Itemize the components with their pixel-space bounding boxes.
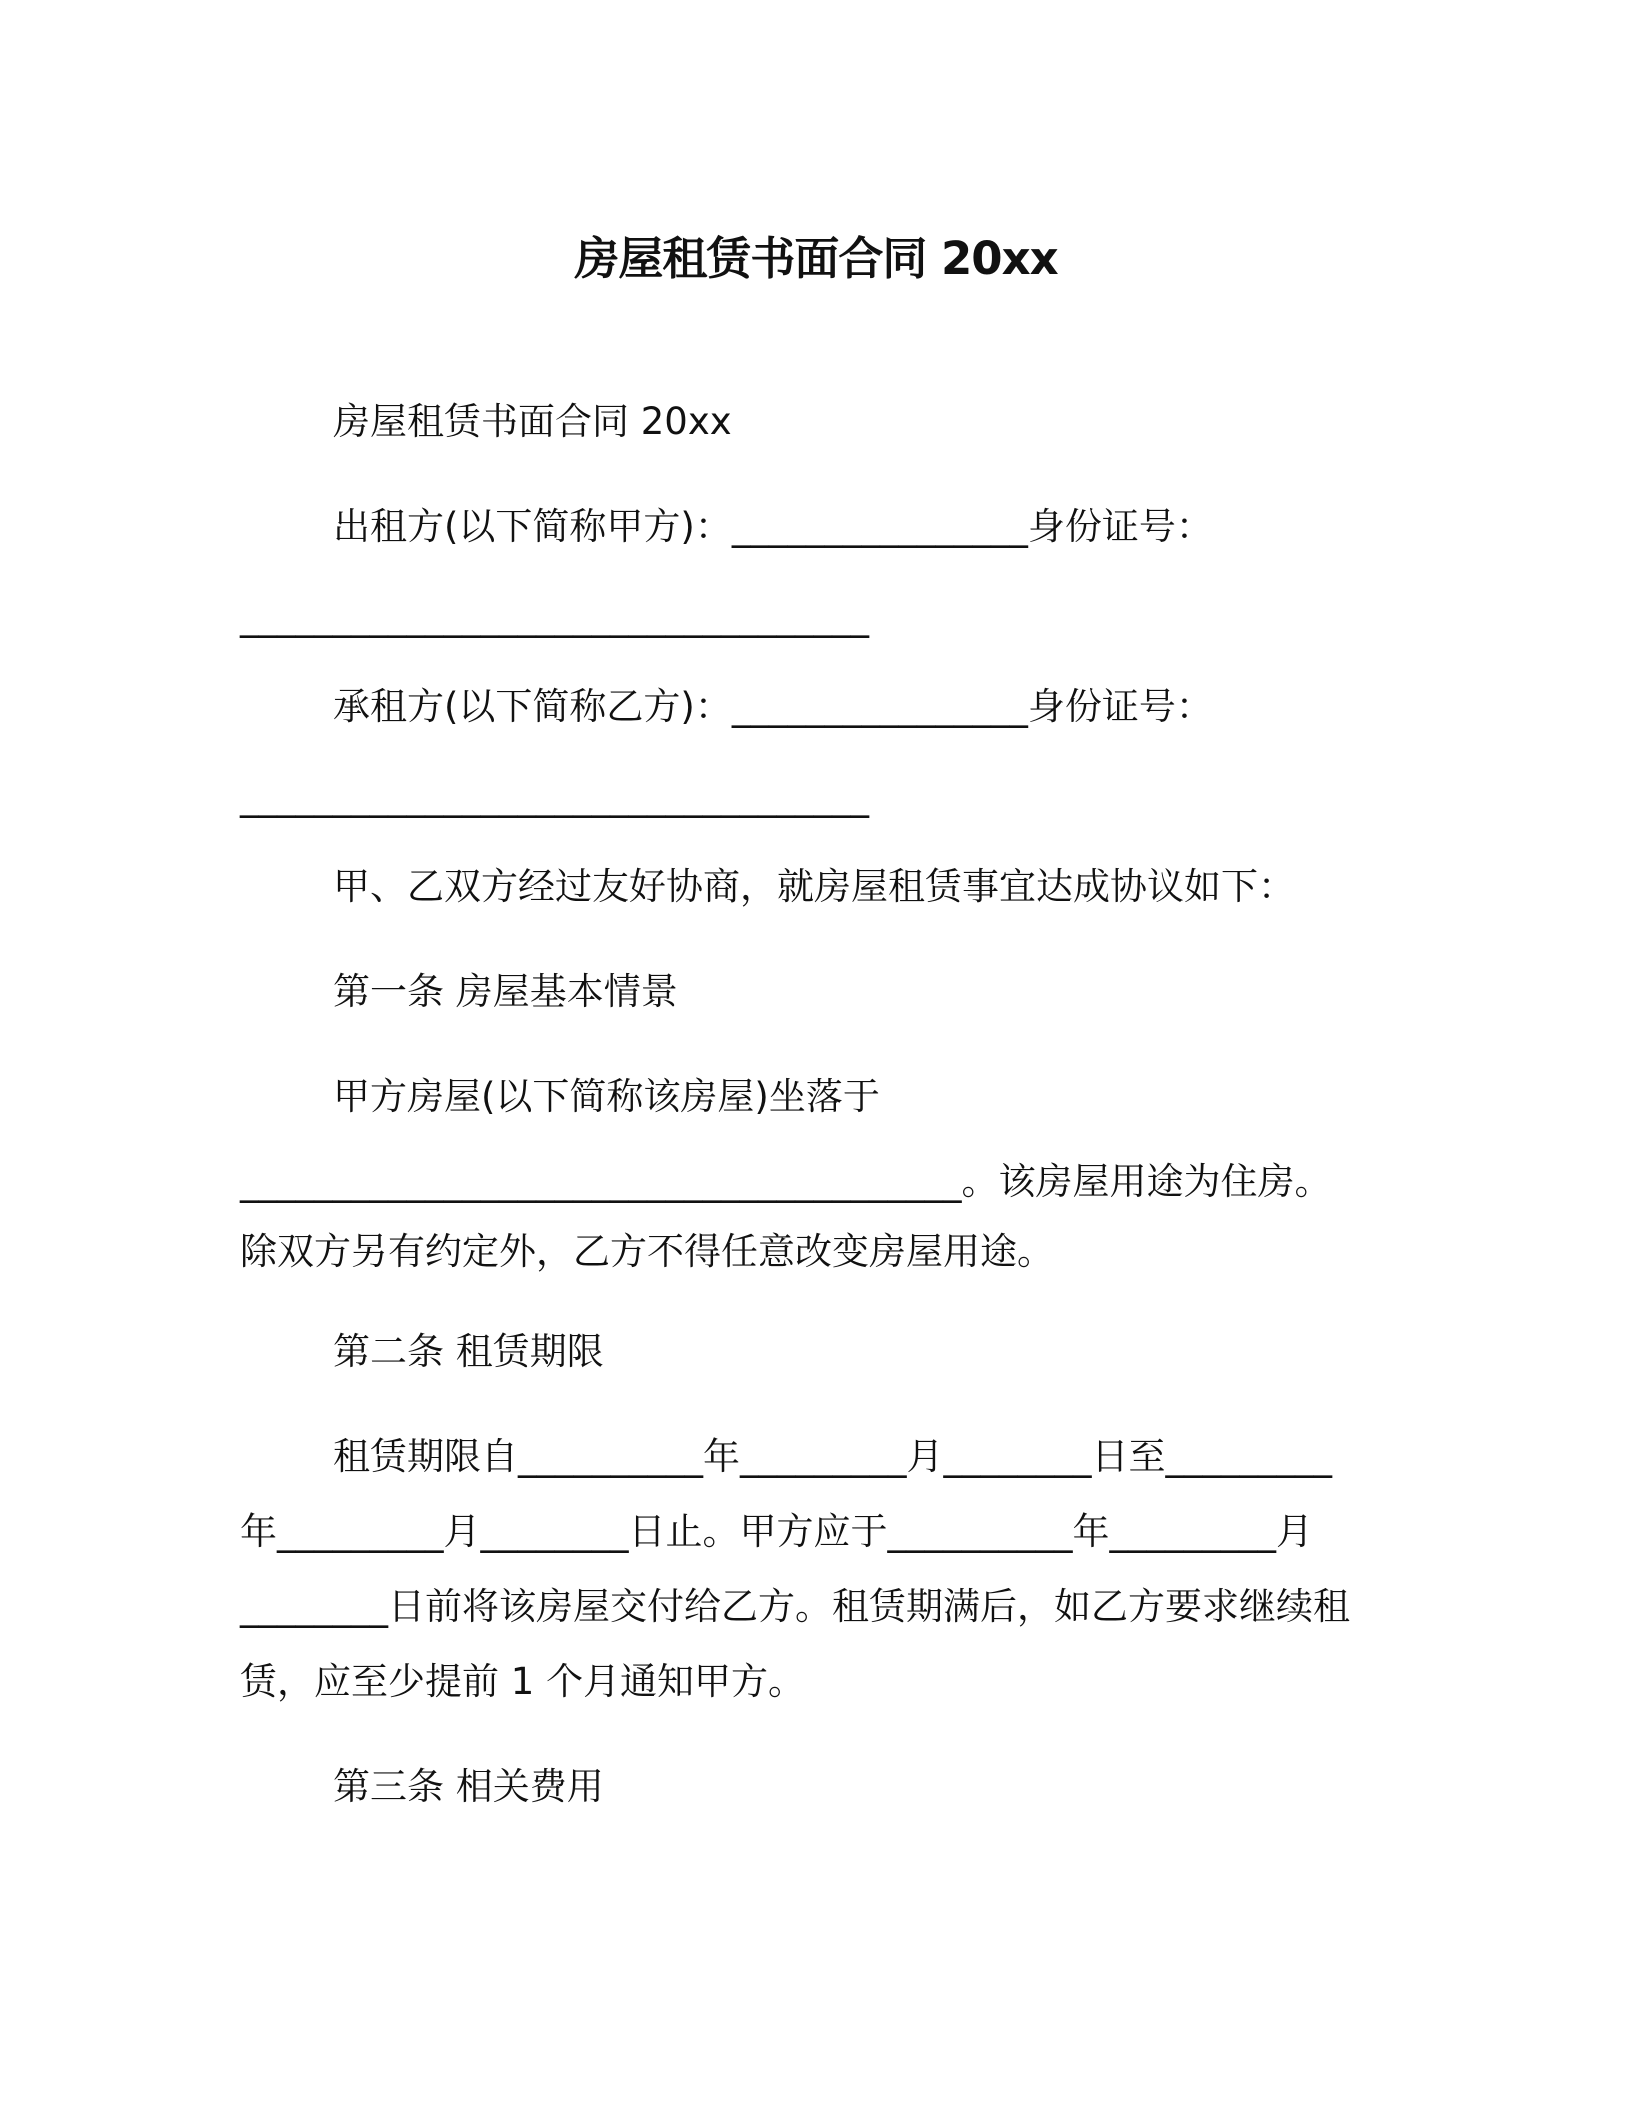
lessor-id-blank: __________________________________ — [240, 595, 869, 638]
article-2-heading: 第二条 租赁期限 — [333, 1330, 604, 1373]
article-2-line-3: ________日前将该房屋交付给乙方。租赁期满后，如乙方要求继续租 — [240, 1585, 1350, 1628]
article-1-location-blank: _______________________________________。该房屋用途为住房。 — [240, 1160, 1332, 1203]
article-1-usage-clause: 除双方另有约定外，乙方不得任意改变房屋用途。 — [240, 1230, 1054, 1273]
lessor-line: 出租方(以下简称甲方)：________________身份证号： — [333, 505, 1213, 548]
lessee-id-blank: __________________________________ — [240, 775, 869, 818]
article-2-line-4: 赁，应至少提前 1 个月通知甲方。 — [240, 1660, 806, 1703]
article-1-location-label: 甲方房屋(以下简称该房屋)坐落于 — [333, 1075, 880, 1118]
article-1-heading: 第一条 房屋基本情景 — [333, 970, 678, 1013]
intro-paragraph: 甲、乙双方经过友好协商，就房屋租赁事宜达成协议如下： — [333, 865, 1295, 908]
lessee-line: 承租方(以下简称乙方)：________________身份证号： — [333, 685, 1213, 728]
article-3-heading: 第三条 相关费用 — [333, 1765, 604, 1808]
article-2-line-1: 租赁期限自__________年_________月________日至_________ — [333, 1435, 1332, 1478]
document-title: 房屋租赁书面合同 20xx — [574, 232, 1058, 285]
document-subtitle: 房屋租赁书面合同 20xx — [333, 400, 732, 443]
article-2-line-2: 年_________月________日止。甲方应于__________年_________月 — [240, 1510, 1313, 1553]
